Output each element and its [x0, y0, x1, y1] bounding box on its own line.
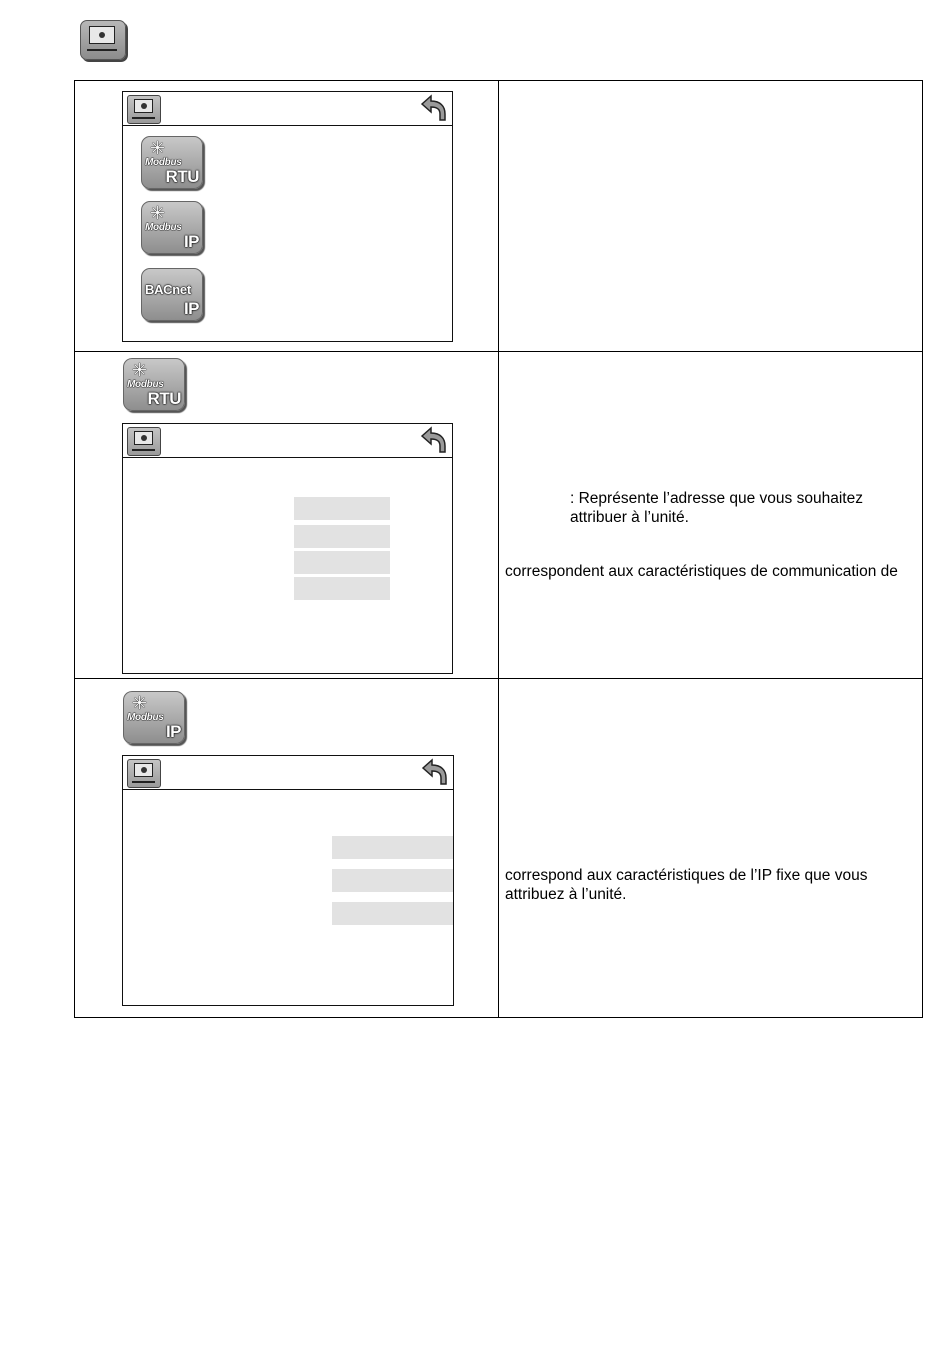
brand-label: Modbus — [145, 157, 182, 168]
screen-header — [123, 424, 452, 458]
row-divider — [74, 678, 923, 679]
kind-label: RTU — [147, 389, 181, 408]
row-divider — [74, 351, 923, 352]
table-divider — [498, 80, 499, 1018]
ip-address-field[interactable] — [332, 836, 453, 859]
kind-label: IP — [165, 722, 181, 741]
rtu-address-description: : Représente l’adresse que vous souhaitez attribuer à l’unité. — [570, 490, 863, 526]
gateway-field[interactable] — [332, 902, 453, 925]
modbus-ip-screen — [122, 755, 454, 1006]
subnet-mask-field[interactable] — [332, 869, 453, 892]
modbus-star-icon: ✳ — [150, 138, 166, 158]
brand-label: Modbus — [127, 712, 164, 723]
modbus-star-icon: ✳ — [150, 203, 166, 223]
kind-label: IP — [183, 232, 199, 251]
modbus-ip-button[interactable] — [141, 201, 203, 254]
address-field[interactable] — [294, 497, 390, 520]
modbus-rtu-screen — [122, 423, 453, 674]
brand-label: BACnet — [145, 282, 191, 297]
rtu-comm-description: correspondent aux caractéristiques de communication de — [505, 563, 898, 580]
stopbits-field[interactable] — [294, 577, 390, 600]
parity-field[interactable] — [294, 551, 390, 574]
modbus-ip-icon — [123, 691, 185, 744]
brand-label: Modbus — [127, 379, 164, 390]
network-settings-icon — [127, 95, 161, 124]
network-settings-icon — [127, 427, 161, 456]
back-arrow-icon[interactable] — [418, 94, 448, 122]
protocol-screen — [122, 91, 453, 342]
modbus-rtu-icon — [123, 358, 185, 411]
modbus-star-icon: ✳ — [132, 360, 148, 380]
bacnet-ip-button[interactable] — [141, 268, 203, 321]
brand-label: Modbus — [145, 222, 182, 233]
kind-label: RTU — [165, 167, 199, 186]
back-arrow-icon[interactable] — [418, 426, 448, 454]
baudrate-field[interactable] — [294, 525, 390, 548]
kind-label: IP — [183, 299, 199, 318]
ip-fixed-description: correspond aux caractéristiques de l’IP fixe que vous attribuez à l’unité. — [505, 867, 868, 903]
screen-header — [123, 92, 452, 126]
modbus-rtu-button[interactable] — [141, 136, 203, 189]
screen-header — [123, 756, 453, 790]
network-settings-icon — [80, 20, 126, 60]
network-settings-icon — [127, 759, 161, 788]
back-arrow-icon[interactable] — [419, 758, 449, 786]
modbus-star-icon: ✳ — [132, 693, 148, 713]
